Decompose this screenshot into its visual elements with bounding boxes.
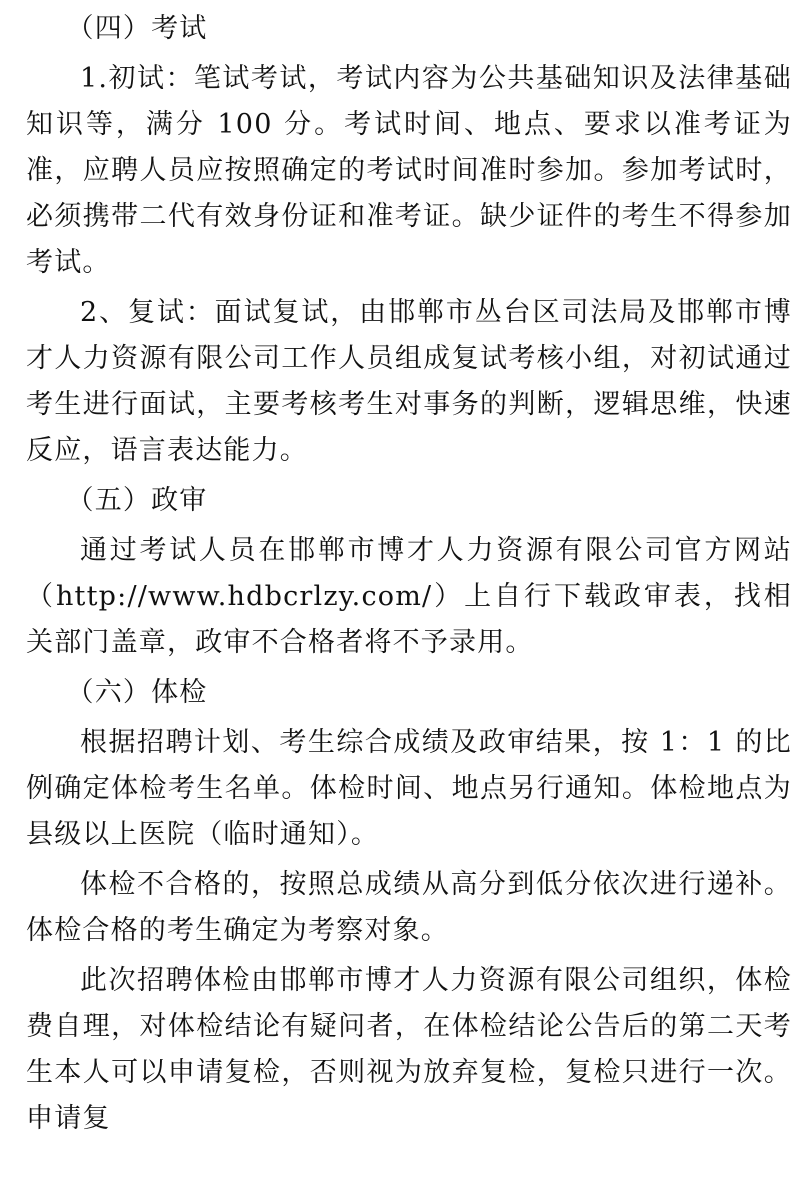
section-heading-physical-exam: （六）体检 <box>66 677 208 708</box>
paragraph-physical-exam-recheck: 此次招聘体检由邯郸市博才人力资源有限公司组织，体检费自理，对体检结论有疑问者，在体检结论公告后的第二天考生本人可以申请复检，否则视为放弃复检，复检只进行一次。申请复 <box>26 965 792 1134</box>
paragraph-physical-exam-backfill: 体检不合格的，按照总成绩从高分到低分依次进行递补。体检合格的考生确定为考察对象。 <box>26 869 792 946</box>
paragraph-written-exam: 1.初试：笔试考试，考试内容为公共基础知识及法律基础知识等，满分 100 分。考试时间、地点、要求以准考证为准，应聘人员应按照确定的考试时间准时参加。参加考试时，必须携带二代有效身份证和准考证。缺少证件的考生不得参加考试。 <box>26 63 792 278</box>
paragraph-political-review: 通过考试人员在邯郸市博才人力资源有限公司官方网站（http://www.hdbcrlzy.com/）上自行下载政审表，找相关部门盖章，政审不合格者将不予录用。 <box>26 535 792 658</box>
section-heading-exam: （四）考试 <box>66 13 208 44</box>
paragraph-interview: 2、复试：面试复试，由邯郸市丛台区司法局及邯郸市博才人力资源有限公司工作人员组成复试考核小组，对初试通过考生进行面试，主要考核考生对事务的判断，逻辑思维，快速反应，语言表达能力。 <box>26 297 792 466</box>
paragraph-physical-exam-list: 根据招聘计划、考生综合成绩及政审结果，按 1：1 的比例确定体检考生名单。体检时间、地点另行通知。体检地点为县级以上医院（临时通知）。 <box>26 727 792 850</box>
section-political-review <box>26 478 792 666</box>
section-physical-exam <box>26 670 792 1142</box>
section-exam <box>26 6 792 474</box>
section-heading-political-review: （五）政审 <box>66 485 208 516</box>
